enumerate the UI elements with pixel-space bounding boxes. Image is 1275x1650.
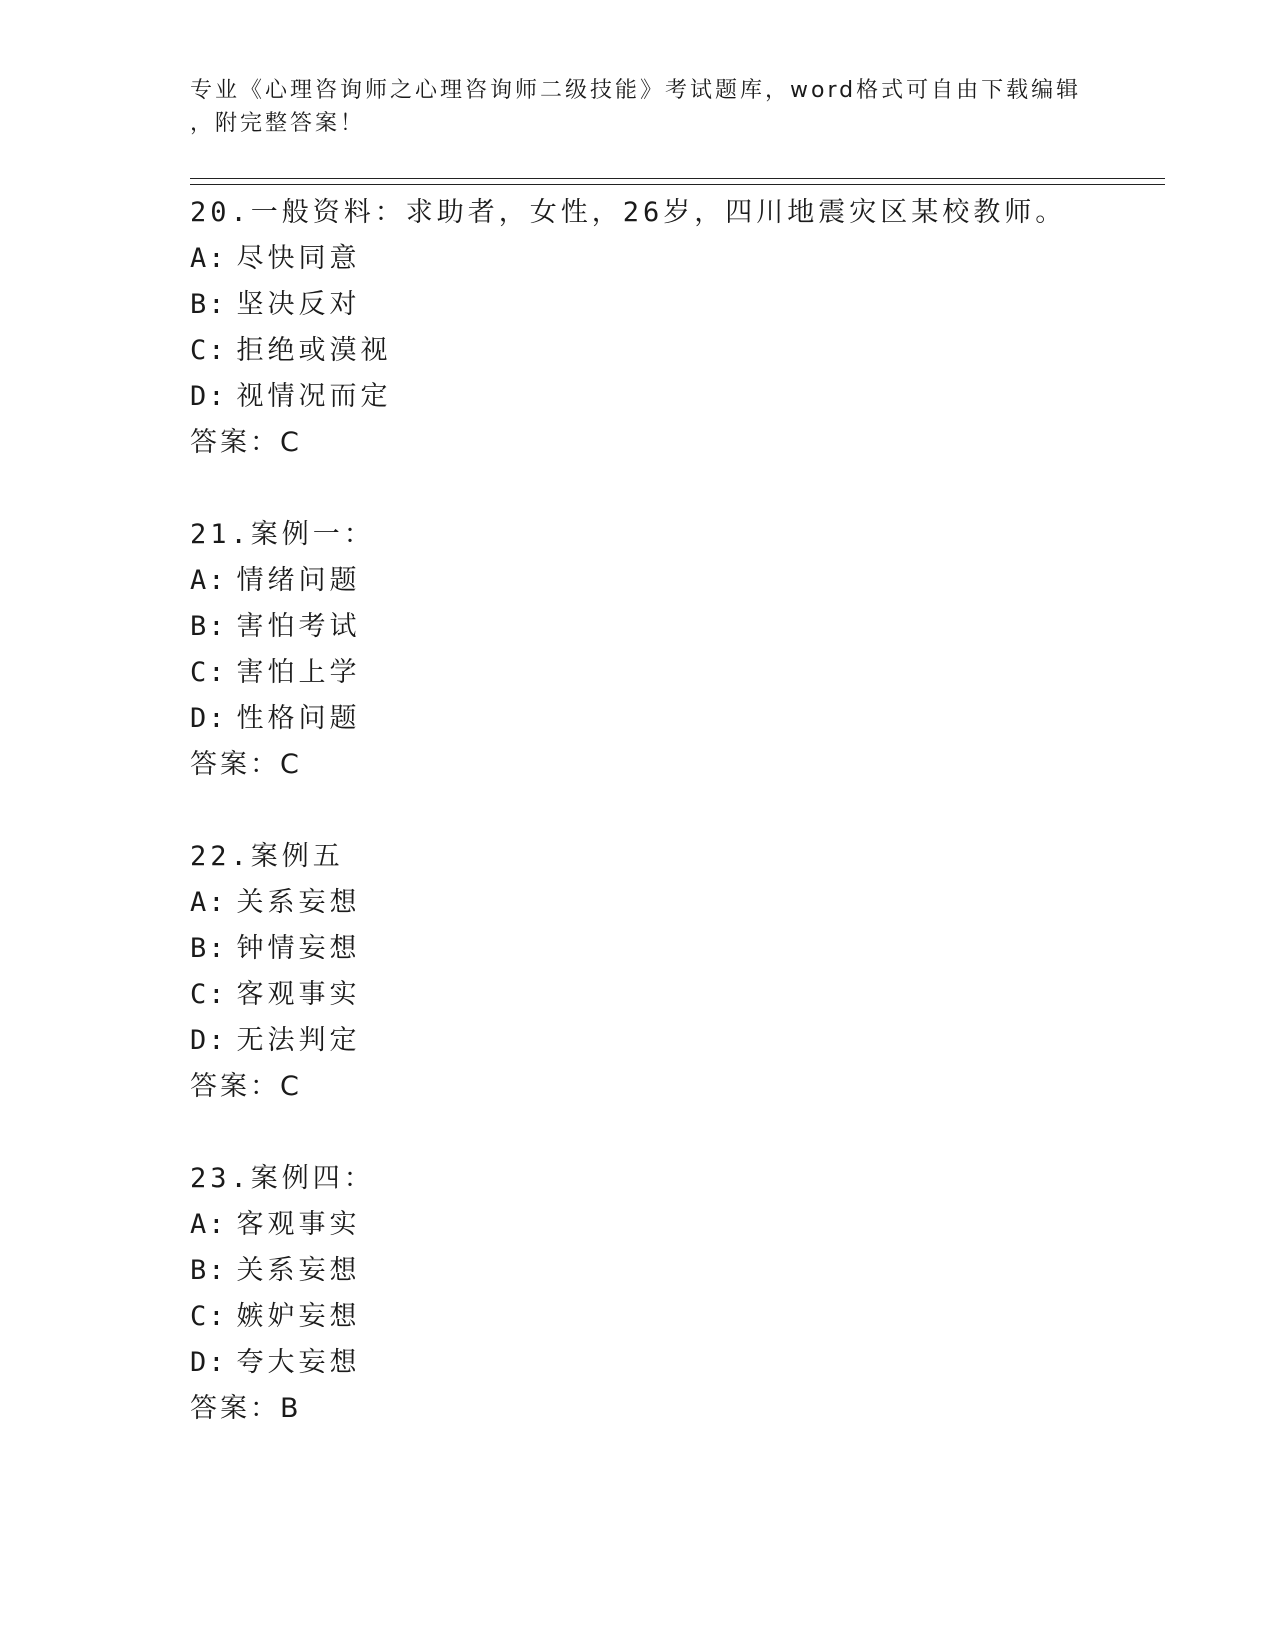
option-label: D: [190,703,227,734]
option-label: B: [190,933,227,964]
question-stem [190,834,1150,880]
option-label: C: [190,335,227,366]
question-list [190,190,1150,1432]
option-c [190,328,1150,374]
question-stem [190,1156,1150,1202]
answer-line: 答案：C [190,427,302,458]
answer-line: 答案：C [190,749,302,780]
option-label: B: [190,1255,227,1286]
option-text: 拒绝或漠视 [236,335,392,366]
option-b [190,282,1150,328]
option-b [190,926,1150,972]
question-stem [190,512,1150,558]
option-a [190,880,1150,926]
option-label: C: [190,979,227,1010]
header-title-line-1: 专业《心理咨询师之心理咨询师二级技能》考试题库，word格式可自由下载编辑 [190,78,1082,103]
question-number: 20. [190,197,251,228]
option-d [190,696,1150,742]
option-c [190,650,1150,696]
option-a [190,236,1150,282]
option-b [190,1248,1150,1294]
option-text: 钟情妄想 [236,933,361,964]
option-d [190,374,1150,420]
option-d [190,1018,1150,1064]
option-label: A: [190,565,227,596]
option-text: 客观事实 [236,979,361,1010]
option-d [190,1340,1150,1386]
option-label: A: [190,243,227,274]
question-number: 22. [190,841,251,872]
option-text: 害怕考试 [236,611,361,642]
option-text: 视情况而定 [236,381,392,412]
question-text: 一般资料：求助者，女性，26岁，四川地震灾区某校教师。 [250,197,1067,228]
option-text: 情绪问题 [236,565,361,596]
question-23 [190,1156,1150,1432]
question-20 [190,190,1150,466]
question-21 [190,512,1150,788]
question-22 [190,834,1150,1110]
question-text: 案例五 [250,841,344,872]
answer-line: 答案：C [190,1071,302,1102]
option-label: B: [190,611,227,642]
option-text: 尽快同意 [236,243,361,274]
option-label: D: [190,1347,227,1378]
option-text: 无法判定 [236,1025,361,1056]
header-divider-top [190,178,1165,179]
answer-line: 答案：B [190,1393,302,1424]
question-text: 案例一： [250,519,375,550]
option-b [190,604,1150,650]
option-text: 性格问题 [236,703,361,734]
question-number: 21. [190,519,251,550]
option-label: B: [190,289,227,320]
option-label: C: [190,1301,227,1332]
option-label: A: [190,1209,227,1240]
question-stem [190,190,1150,236]
option-text: 夸大妄想 [236,1347,361,1378]
option-text: 嫉妒妄想 [236,1301,361,1332]
option-c [190,972,1150,1018]
option-text: 坚决反对 [236,289,361,320]
option-label: D: [190,1025,227,1056]
option-text: 害怕上学 [236,657,361,688]
option-text: 关系妄想 [236,887,361,918]
option-label: D: [190,381,227,412]
document-header [190,74,1090,140]
option-text: 关系妄想 [236,1255,361,1286]
header-title-line-2: ，附完整答案！ [190,111,366,136]
option-text: 客观事实 [236,1209,361,1240]
option-a [190,1202,1150,1248]
option-label: A: [190,887,227,918]
option-a [190,558,1150,604]
option-c [190,1294,1150,1340]
header-divider-bottom [190,184,1165,185]
question-number: 23. [190,1163,251,1194]
option-label: C: [190,657,227,688]
question-text: 案例四： [250,1163,375,1194]
